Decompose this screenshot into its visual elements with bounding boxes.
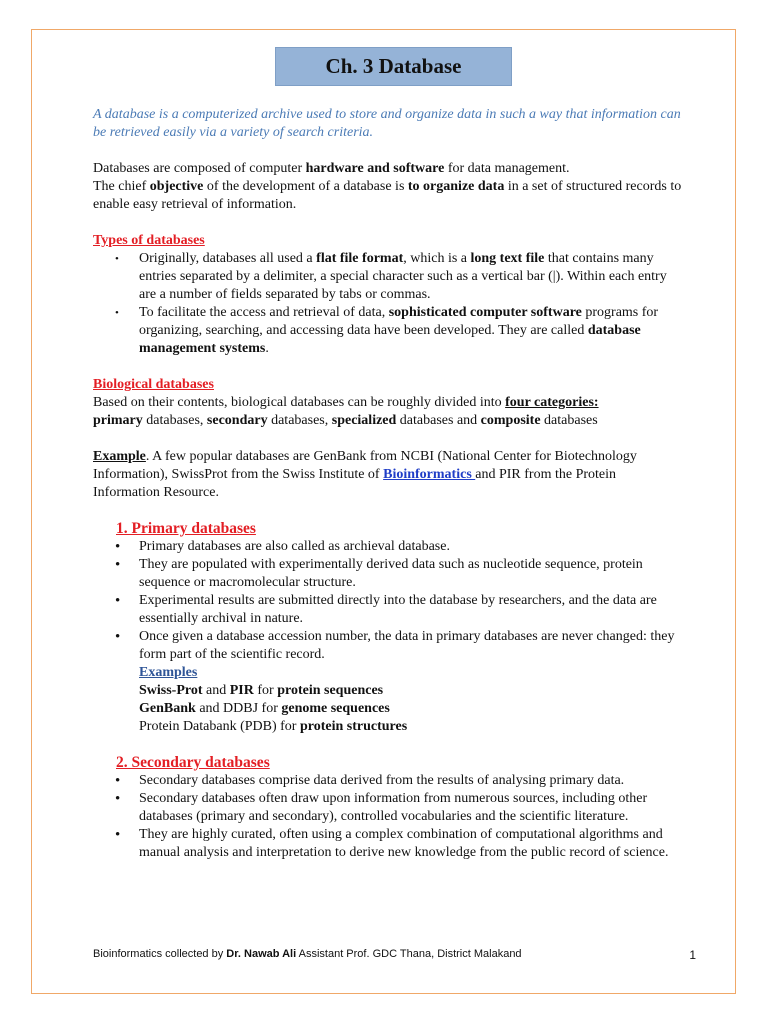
footer-text: Assistant Prof. GDC Thana, District Malakand (296, 948, 522, 960)
secondary-list (93, 772, 683, 862)
footer-author: Dr. Nawab Ali (226, 948, 297, 960)
paragraph-example: Example. A few popular databases are GenBank from NCBI (National Center for Biotechnology Information), SwissProt from the Swiss Institute of Bioinformatics and PIR from the Protein Information Resource. (93, 449, 637, 500)
types-heading: Types of databases (93, 233, 205, 248)
text-run-bold: hardware and software (305, 161, 445, 176)
list-item: • Experimental results are submitted directly into the database by researchers, and the data are essentially archival in nature. (93, 592, 683, 628)
primary-list (93, 538, 683, 664)
text-run: in a set of structured records to enable easy retrieval of information. (93, 179, 682, 212)
list-item: • Primary databases are also called as archieval database. (93, 538, 683, 556)
secondary-heading: 2. Secondary databases (116, 754, 270, 771)
intro-text: A database is a computerized archive used to store and organize data in such a way that information can be retrieved easily via a variety of search criteria. (93, 107, 681, 140)
types-list (93, 250, 683, 358)
example-line-3: Protein Databank (PDB) for protein structures (139, 719, 408, 734)
example-line-1: Swiss-Prot and PIR for protein sequences (139, 683, 384, 698)
list-item: • They are highly curated, often using a complex combination of computational algorithms and manual analysis and interpretation to derive new knowledge from the public record of science. (93, 826, 683, 862)
bio-heading: Biological databases (93, 377, 214, 392)
page-title: Ch. 3 Database (275, 47, 512, 86)
list-item: • Once given a database accession number, the data in primary databases are never changed: they form part of the scientific record. (93, 628, 683, 664)
example-line-2: GenBank and DDBJ for genome sequences (139, 701, 390, 716)
list-item: • Secondary databases comprise data derived from the results of analysing primary data. (93, 772, 683, 790)
text-run: Databases are composed of computer (93, 161, 306, 176)
paragraph-categories: Based on their contents, biological databases can be roughly divided into four categories: primary databases, secondary databases, specialized databases and composite databases (93, 395, 599, 428)
list-item: • They are populated with experimentally derived data such as nucleotide sequence, protein sequence or macromolecular structure. (93, 556, 683, 592)
text-run-bold: objective (149, 179, 204, 194)
examples-label: Examples (139, 665, 198, 680)
list-item: • Originally, databases all used a flat file format, which is a long text file that contains many entries separated by a delimiter, a special character such as a vertical bar (|). Within each entry are a number of fields separated by tabs or commas. (93, 250, 683, 304)
four-categories: four categories: (505, 395, 599, 410)
text-run: for data management. (444, 161, 570, 176)
list-item: • To facilitate the access and retrieval of data, sophisticated computer software programs for organizing, searching, and accessing data have been developed. They are called database management systems. (93, 304, 683, 358)
bioinformatics-link[interactable]: Bioinformatics (383, 467, 476, 482)
text-run-bold: to organize data (407, 179, 505, 194)
footer-text: Bioinformatics collected by (93, 948, 227, 960)
paragraph-composition (93, 160, 683, 214)
example-label: Example (93, 449, 146, 464)
document-body (93, 106, 683, 862)
primary-heading: 1. Primary databases (116, 520, 256, 537)
text-run: The chief (93, 179, 150, 194)
page-footer (93, 948, 696, 964)
list-item: • Secondary databases often draw upon information from numerous sources, including other databases (primary and secondary), controlled vocabularies and the scientific literature. (93, 790, 683, 826)
text-run: of the development of a database is (203, 179, 408, 194)
page-number: 1 (689, 948, 696, 962)
